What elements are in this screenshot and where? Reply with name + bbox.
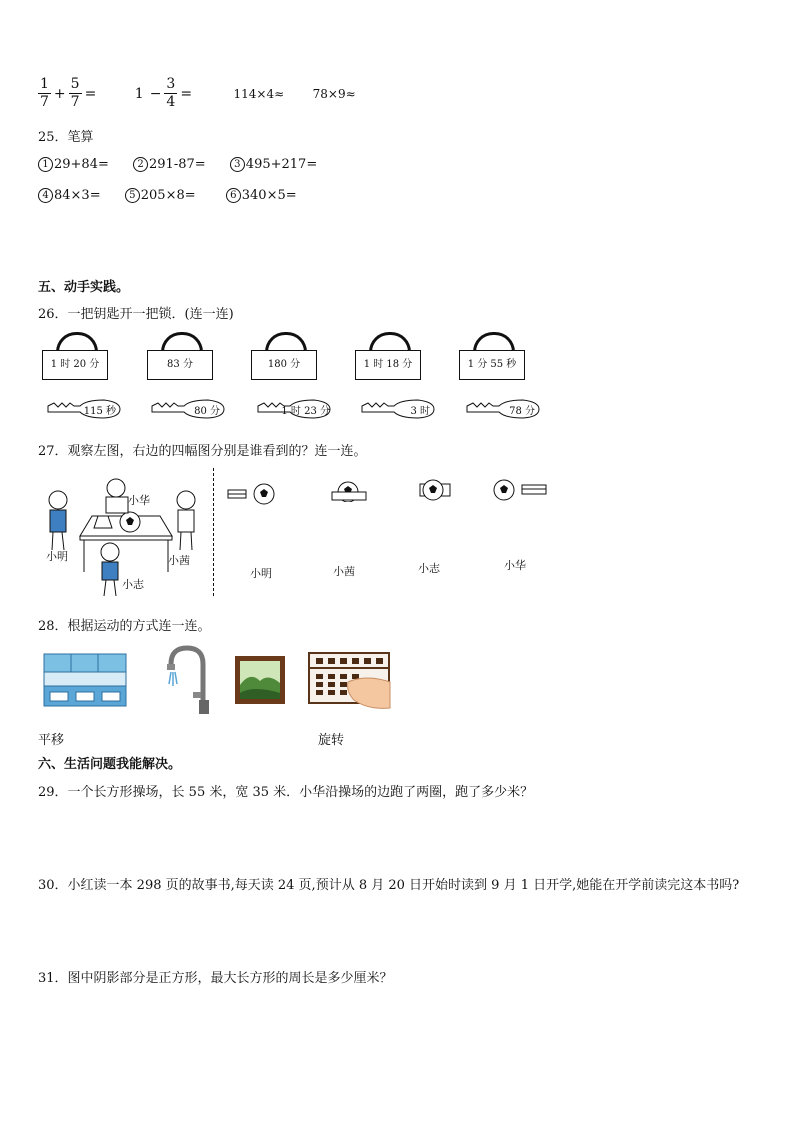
framed-landscape-icon [234,655,286,705]
drawer-cabinet-icon [42,652,128,708]
lock-label: 83 分 [147,350,213,380]
q30-text: 30．小红读一本 298 页的故事书,每天读 24 页,预计从 8 月 20 日开始时读到 9 月 1 日开学,她能在开学前读完这本书吗? [38,878,740,893]
view-label-1: 小明 [250,567,272,580]
view-2[interactable] [330,480,370,506]
view-ball-behind-box-icon [330,480,370,502]
q27-title: 27．观察左图，右边的四幅图分别是谁看到的？连一连。 [38,444,367,459]
q25-item-1: 1 29+84= [38,157,109,172]
person-label-xiaohua: 小华 [128,494,150,507]
view-4[interactable] [492,478,552,506]
image-faucet[interactable] [163,644,219,722]
key-label: 1 时 23 分 [281,406,330,417]
person-label-xiaoming: 小明 [46,550,68,563]
q25-row-2 [38,188,297,203]
lock-label: 180 分 [251,350,317,380]
lock-label: 1 时 20 分 [42,350,108,380]
view-1[interactable] [226,482,280,510]
abacus-icon [308,652,392,710]
key-label: 3 时 [410,406,430,417]
fraction: $\frac{5}{7}$ [70,76,80,110]
view-ball-front-of-box-icon [416,478,456,502]
lock-1[interactable] [42,332,108,380]
view-3[interactable] [416,478,456,506]
key-4[interactable] [360,398,436,420]
view-label-2: 小茜 [333,565,355,578]
divider-dashed [213,468,214,596]
q24-math-row [38,76,356,111]
q28-label-rotation: 旋转 [318,733,345,748]
q25-row-1 [38,157,317,172]
section-5-heading: 五、动手实践。 [38,280,130,295]
view-label-4: 小华 [504,559,526,572]
q28-title: 28．根据运动的方式连一连。 [38,619,211,634]
key-3[interactable] [256,398,332,420]
fraction: $\frac{1}{7}$ [40,76,49,110]
expr-estimate-2: 78×9≈ [312,86,356,101]
fraction: $\frac{3}{4}$ [166,76,176,110]
image-drawers[interactable] [42,652,128,712]
lock-3[interactable] [251,332,317,380]
key-label: 115 秒 [83,406,116,417]
section-6-heading: 六、生活问题我能解决。 [38,757,182,772]
expr-fraction-add: $\frac{1}{7}$ + $\frac{5}{7}$ = [40,76,97,110]
key-1[interactable] [46,398,122,420]
view-label-3: 小志 [418,562,440,575]
q25-title: 25．笔算 [38,130,94,145]
lock-label: 1 时 18 分 [355,350,421,380]
q26-title: 26．一把钥匙开一把锁．(连一连) [38,307,234,322]
image-window-painting[interactable] [234,655,286,709]
q29-text: 29．一个长方形操场，长 55 米，宽 35 米．小华沿操场的边跑了两圈，跑了多少米？ [38,785,534,800]
q31-text: 31．图中阴影部分是正方形，最大长方形的周长是多少厘米？ [38,971,393,986]
view-ball-box-icon [492,478,552,502]
lock-2[interactable] [147,332,213,380]
key-label: 78 分 [509,406,535,417]
faucet-icon [163,644,219,718]
q25-item-5: 5 205×8= [125,188,196,203]
key-2[interactable] [150,398,226,420]
q25-item-6: 6 340×5= [226,188,297,203]
person-label-xiaoxi: 小茜 [168,554,190,567]
key-label: 80 分 [194,406,220,417]
q25-item-3: 3 495+217= [230,157,317,172]
person-label-xiaozhi: 小志 [122,578,144,591]
q25-item-4: 4 84×3= [38,188,101,203]
view-box-ball-icon [226,482,280,506]
lock-label: 1 分 55 秒 [459,350,525,380]
q27-scene [40,470,215,600]
q28-label-translation: 平移 [38,733,65,748]
q25-item-2: 2 291-87= [133,157,206,172]
expr-estimate-1: 114×4≈ [233,86,285,101]
expr-fraction-sub: 1 − $\frac{3}{4}$ = [134,76,193,110]
lock-4[interactable] [355,332,421,380]
image-abacus[interactable] [308,652,392,714]
lock-5[interactable] [459,332,525,380]
key-5[interactable] [465,398,541,420]
